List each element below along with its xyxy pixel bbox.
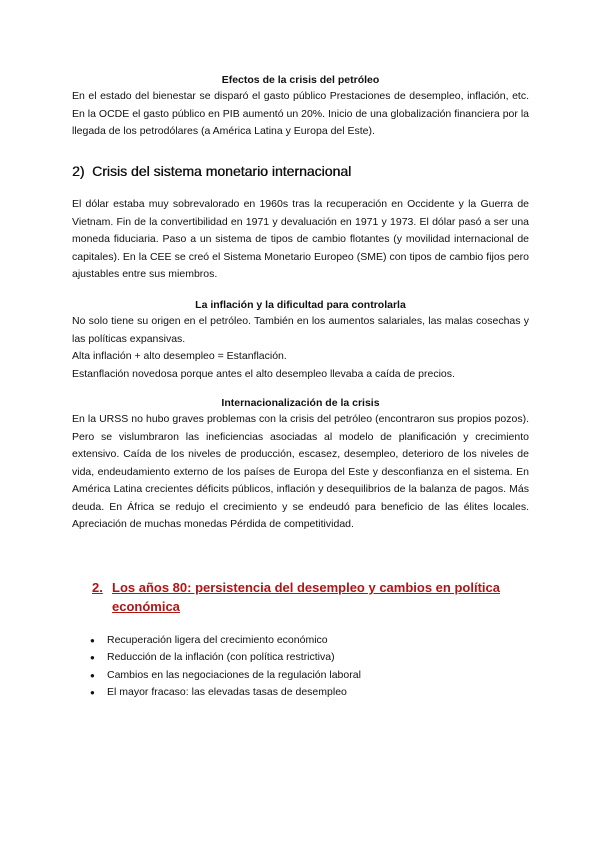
paragraph-internationalization: En la URSS no hubo graves problemas con la crisis del petróleo (encontraron sus propios pozos). Pero se vislumbraron las ineficiencias asociadas al modelo de planificación y crecimiento extensivo. Caída de los niveles de producción, escasez, desempleo, deterioro de los niveles de vida, endeudamiento externo de los países de Europa del Este y desconfianza en el sistema. En América Latina crecientes déficits públicos, inflación y desequilibrios de la balanza de pagos. Más deuda. En África se redujo el crecimiento y se endeudó para beneficio de las élites locales. Apreciación de muchas monedas Pérdida de competitividad.	[72, 413, 529, 530]
bullet-icon: ●	[90, 670, 95, 680]
list-item: ● Recuperación ligera del crecimiento económico	[72, 632, 529, 649]
section-inflation	[72, 297, 529, 383]
section-crisis-internationalization	[72, 395, 529, 534]
section-eighties	[92, 578, 512, 616]
bullet-icon: ●	[90, 636, 95, 645]
bullet-icon: ●	[90, 688, 95, 698]
section-monetary-system-text	[72, 196, 529, 284]
section-monetary-system-crisis	[72, 163, 529, 179]
list-item: ● Cambios en las negociaciones de la regulación laboral	[72, 667, 529, 684]
paragraph-stagflation-definition: Alta inflación + alto desempleo = Estanflación.	[72, 350, 287, 362]
subheading-internationalization: Internacionalización de la crisis	[221, 397, 380, 409]
paragraph-inflation-origin: No solo tiene su origen en el petróleo. También en los aumentos salariales, las malas cosechas y las políticas expansivas.	[72, 315, 529, 345]
paragraph-monetary-crisis: El dólar estaba muy sobrevalorado en 1960s tras la recuperación en Occidente y la Guerra de Vietnam. Fin de la convertibilidad en 1971 y devaluación en 1971 y 1973. El dólar pasó a ser una moneda fiduciaria. Paso a un sistema de tipos de cambio flotantes (y movilidad internacional de capitales). En la CEE se creó el Sistema Monetario Europeo (SME) con tipos de cambio fijos pero ajustables entre sus miembros.	[72, 198, 529, 280]
subheading-oil-crisis-effects: Efectos de la crisis del petróleo	[221, 74, 380, 86]
list-item: ● El mayor fracaso: las elevadas tasas de desempleo	[72, 684, 529, 701]
section-heading-eighties	[92, 578, 512, 616]
section-heading-monetary-crisis	[72, 163, 529, 179]
section-title-red: Los años 80: persistencia del desempleo y cambios en política económica	[112, 580, 500, 614]
bullet-icon: ●	[90, 653, 95, 663]
section-oil-crisis-effects	[72, 72, 529, 141]
list-item: ● Reducción de la inflación (con política restrictiva)	[72, 649, 529, 666]
paragraph-oil-crisis-effects: En el estado del bienestar se disparó el gasto público Prestaciones de desempleo, inflación, etc. En la OCDE el gasto público en PIB aumentó un 20%. Inicio de una globalización financiera por la llegada de los petrodólares (a América Latina y Europa del Este).	[72, 90, 529, 137]
section-title: Crisis del sistema monetario internacional	[92, 163, 352, 179]
section-number-red: 2.	[92, 580, 103, 595]
eighties-bullet-list	[72, 632, 529, 702]
subheading-inflation: La inflación y la dificultad para controlarla	[195, 299, 406, 311]
paragraph-stagflation-novelty: Estanflación novedosa porque antes el alto desempleo llevaba a caída de precios.	[72, 367, 455, 380]
section-number: 2)	[72, 163, 85, 179]
